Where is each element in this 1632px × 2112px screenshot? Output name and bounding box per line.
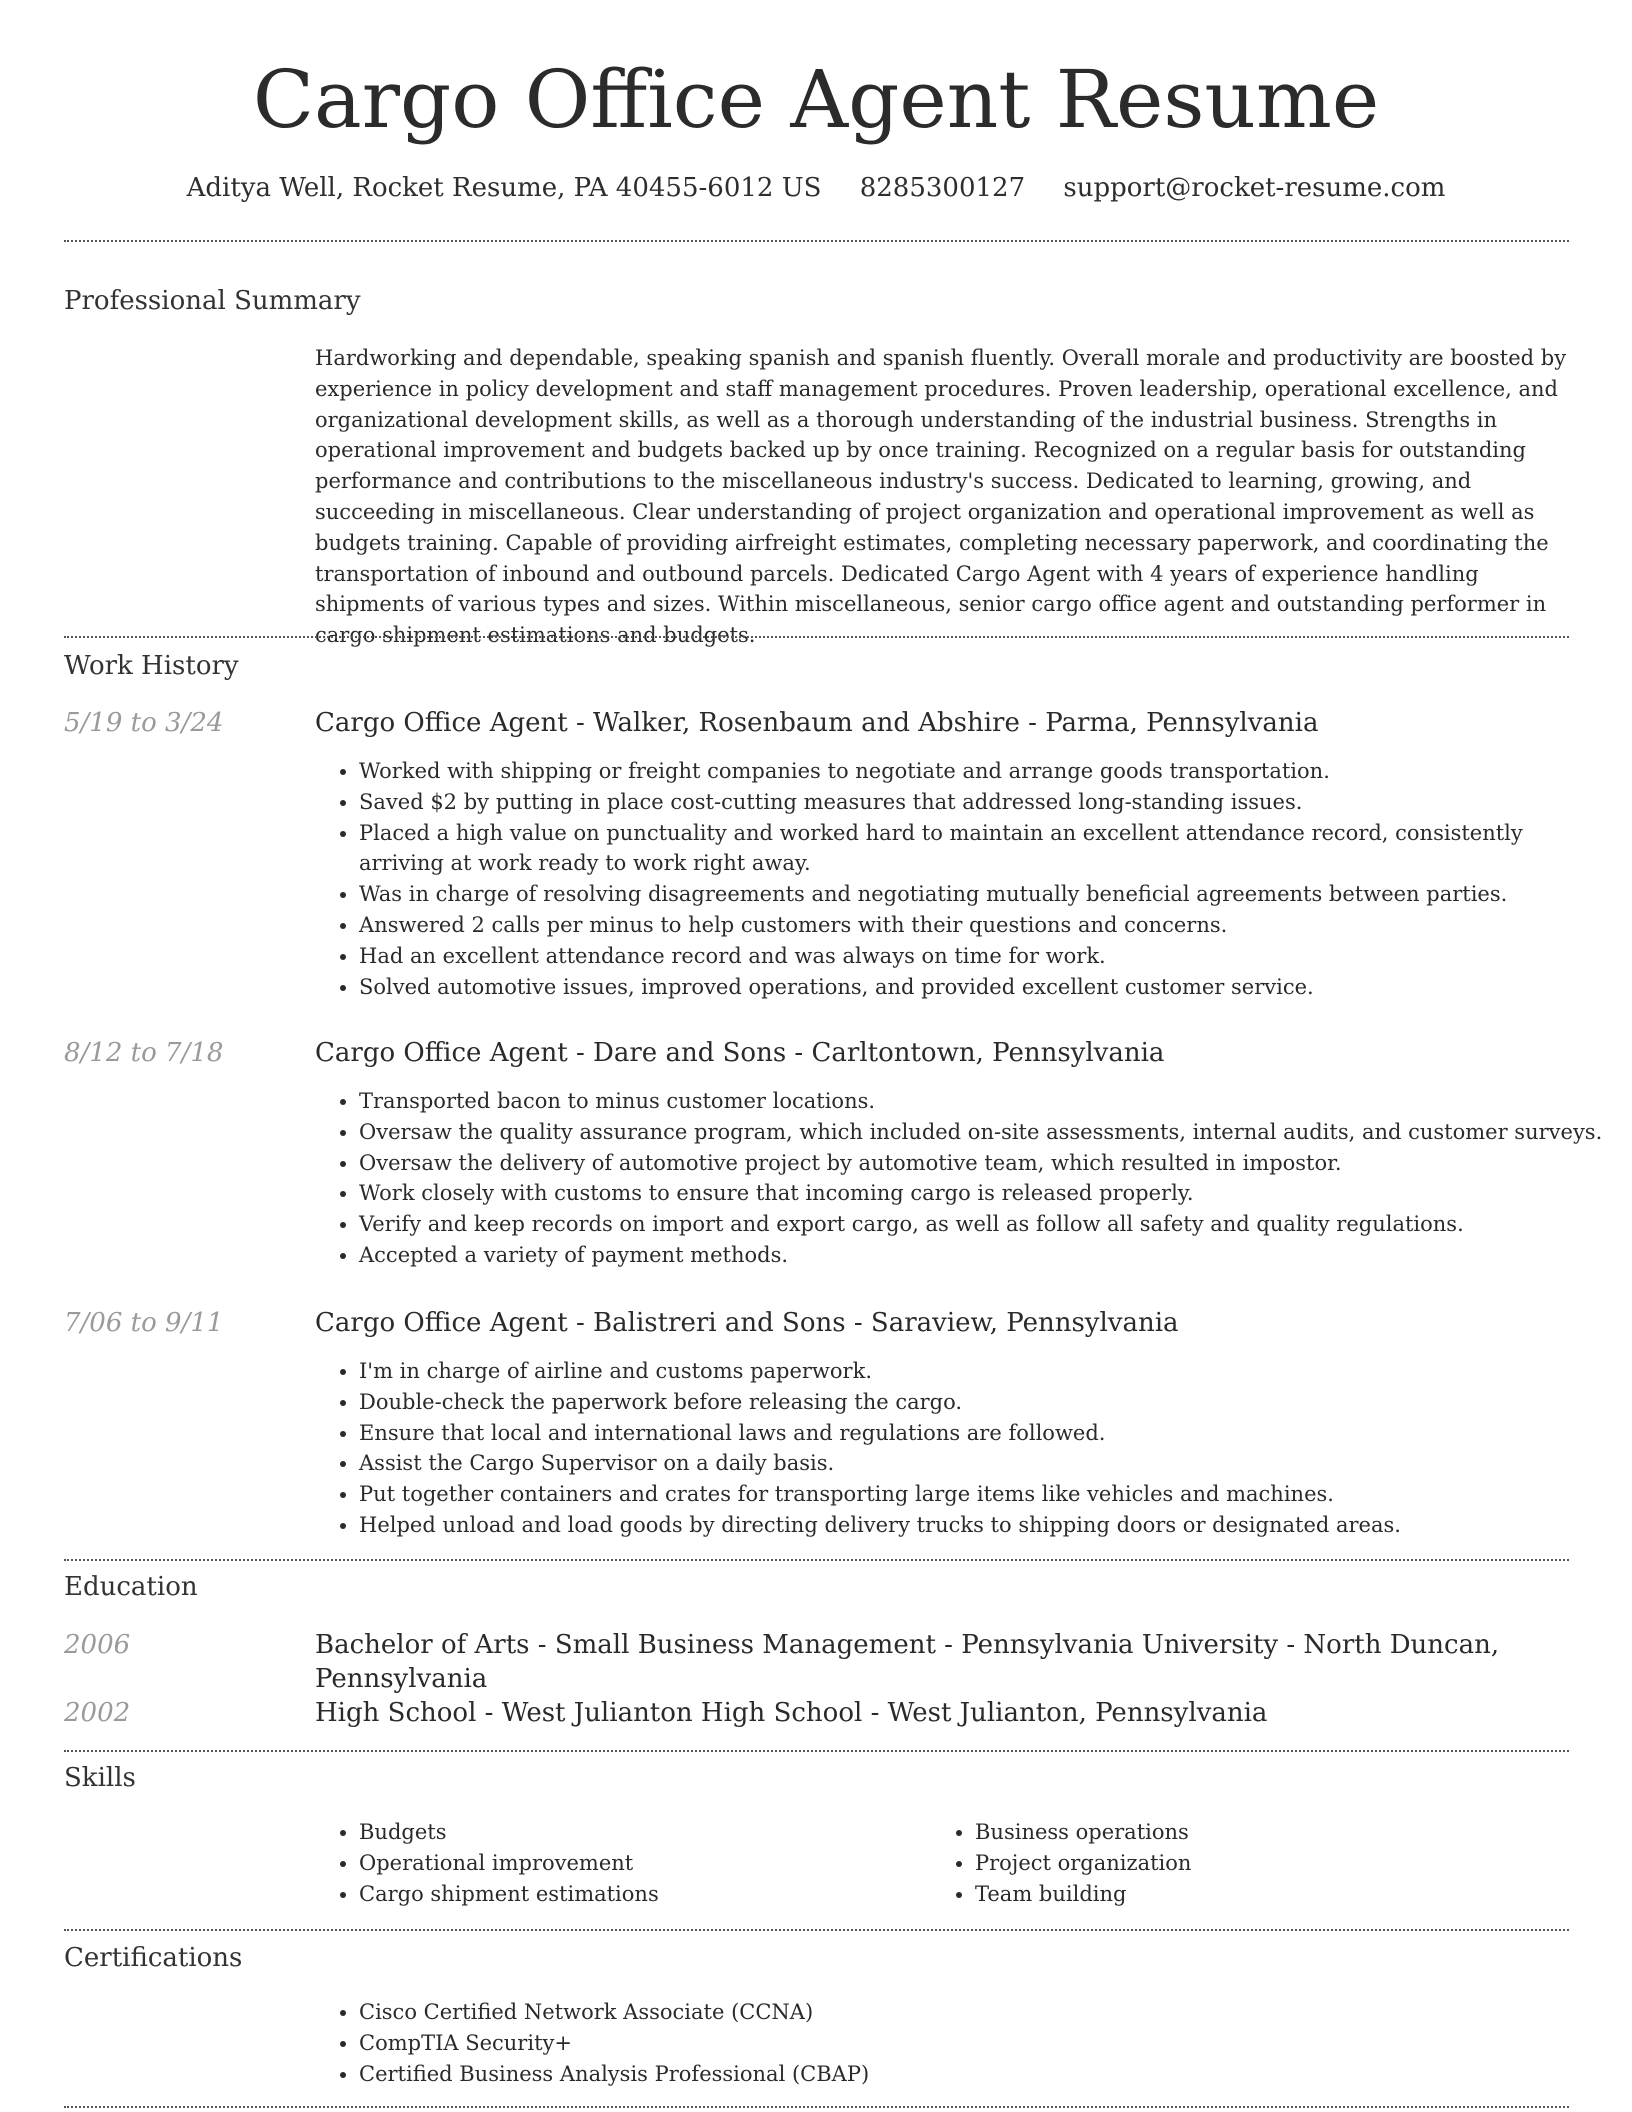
list-item: • Budgets — [359, 1817, 919, 1848]
separator: - — [1278, 1630, 1304, 1660]
list-item: • Assist the Cargo Supervisor on a daily basis. — [359, 1448, 1609, 1479]
list-item: • Saved $2 by putting in place cost-cutting measures that addressed long-standing issues. — [359, 787, 1609, 818]
contact-email: support@rocket-resume.com — [1063, 173, 1446, 203]
list-item: • Cisco Certified Network Associate (CCNA) — [359, 1997, 1609, 2028]
list-item: • Worked with shipping or freight companies to negotiate and arrange goods transportation. — [359, 756, 1609, 787]
education-heading: Education — [64, 1572, 198, 1602]
separator: - — [935, 1630, 962, 1660]
job-bullets — [315, 1356, 1609, 1541]
list-item: • Solved automotive issues, improved operations, and provided excellent customer service. — [359, 972, 1609, 1003]
list-item: • Verify and keep records on import and export cargo, as well as follow all safety and quality regulations. — [359, 1209, 1609, 1240]
summary-text: Hardworking and dependable, speaking spanish and spanish fluently. Overall morale and productivity are boosted by experience in policy development and staff management procedures. Proven leadership, operational excellence, and organizational development skills, as well as a thorough understanding of the industrial business. Strengths in operational improvement and budgets backed up by once training. Recognized on a regular basis for outstanding performance and contributions to the miscellaneous industry's success. Dedicated to learning, growing, and succeeding in miscellaneous. Clear understanding of project organization and operational improvement as well as budgets training. Capable of providing airfreight estimates, completing necessary paperwork, and coordinating the transportation of inbound and outbound parcels. Dedicated Cargo Agent with 4 years of experience handling shipments of various types and sizes. Within miscellaneous, senior cargo office agent and outstanding performer in cargo shipment estimations and budgets. — [315, 346, 1567, 648]
separator: - — [529, 1630, 555, 1660]
skills-list-right — [931, 1817, 1575, 1909]
section-divider — [64, 1559, 1569, 1561]
education-entry — [315, 1696, 1267, 1730]
separator: - — [786, 1038, 812, 1068]
education-location: North Duncan, Pennsylvania — [315, 1630, 1500, 1694]
education-degree: Bachelor of Arts — [315, 1630, 530, 1660]
education-school: West Julianton High School — [501, 1698, 863, 1728]
job-bullets — [315, 1086, 1609, 1271]
list-item: • Had an excellent attendance record and was always on time for work. — [359, 941, 1609, 972]
list-item: • Team building — [975, 1879, 1575, 1910]
job-dates: 5/19 to 3/24 — [64, 708, 224, 738]
list-item: • Business operations — [975, 1817, 1575, 1848]
job-heading — [315, 1036, 1164, 1070]
education-field: Small Business Management — [554, 1630, 936, 1660]
list-item: • CompTIA Security+ — [359, 2028, 1609, 2059]
list-item: • Oversaw the delivery of automotive project by automotive team, which resulted in impostor. — [359, 1148, 1609, 1179]
skills-heading: Skills — [64, 1763, 136, 1793]
summary-heading: Professional Summary — [64, 286, 361, 316]
job-location: Saraview, Pennsylvania — [870, 1308, 1179, 1338]
separator: - — [845, 1308, 871, 1338]
education-entry — [315, 1628, 1632, 1696]
separator: - — [476, 1698, 502, 1728]
job-company: Balistreri and Sons — [593, 1308, 846, 1338]
list-item: • Put together containers and crates for transporting large items like vehicles and machines. — [359, 1479, 1609, 1510]
job-heading — [315, 1306, 1179, 1340]
list-item: • Helped unload and load goods by directing delivery trucks to shipping doors or designated areas. — [359, 1510, 1609, 1541]
section-divider — [64, 636, 1569, 638]
resume-title: Cargo Office Agent Resume — [252, 53, 1380, 146]
job-company: Walker, Rosenbaum and Abshire — [593, 708, 1020, 738]
list-item: • Cargo shipment estimations — [359, 1879, 919, 1910]
separator: - — [567, 708, 594, 738]
list-item: • I'm in charge of airline and customs paperwork. — [359, 1356, 1609, 1387]
list-item: • Work closely with customs to ensure that incoming cargo is released properly. — [359, 1178, 1609, 1209]
list-item: • Was in charge of resolving disagreements and negotiating mutually beneficial agreements between parties. — [359, 879, 1609, 910]
job-title: Cargo Office Agent — [315, 708, 568, 738]
job-dates: 7/06 to 9/11 — [64, 1308, 224, 1338]
job-company: Dare and Sons — [593, 1038, 787, 1068]
list-item: • Answered 2 calls per minus to help customers with their questions and concerns. — [359, 910, 1609, 941]
job-title: Cargo Office Agent — [315, 1308, 568, 1338]
job-heading — [315, 706, 1318, 740]
education-location: West Julianton, Pennsylvania — [887, 1698, 1268, 1728]
job-title: Cargo Office Agent — [315, 1038, 568, 1068]
education-degree: High School — [315, 1698, 477, 1728]
list-item: • Placed a high value on punctuality and worked hard to maintain an excellent attendance record, consistently arriving at work ready to work right away. — [359, 818, 1609, 880]
separator: - — [567, 1038, 594, 1068]
list-item: • Project organization — [975, 1848, 1575, 1879]
contact-line — [0, 170, 1632, 206]
job-location: Parma, Pennsylvania — [1045, 708, 1319, 738]
education-school: Pennsylvania University — [961, 1630, 1279, 1660]
contact-phone: 8285300127 — [859, 173, 1026, 203]
list-item: • Double-check the paperwork before releasing the cargo. — [359, 1387, 1609, 1418]
list-item: • Operational improvement — [359, 1848, 919, 1879]
skills-list-left — [315, 1817, 919, 1909]
separator: - — [1019, 708, 1046, 738]
job-location: Carltontown, Pennsylvania — [811, 1038, 1165, 1068]
job-bullets — [315, 756, 1609, 1002]
education-year: 2006 — [64, 1630, 131, 1660]
job-dates: 8/12 to 7/18 — [64, 1038, 224, 1068]
separator: - — [862, 1698, 888, 1728]
education-year: 2002 — [64, 1698, 131, 1728]
list-item: • Oversaw the quality assurance program, which included on-site assessments, internal audits, and customer surveys. — [359, 1117, 1609, 1148]
list-item: • Certified Business Analysis Professional (CBAP) — [359, 2059, 1609, 2090]
section-divider — [64, 1929, 1569, 1931]
certifications-heading: Certifications — [64, 1943, 243, 1973]
section-divider — [64, 240, 1569, 242]
certifications-list — [315, 1997, 1609, 2089]
contact-address: Aditya Well, Rocket Resume, PA 40455-6012 US — [186, 173, 822, 203]
section-divider — [64, 2106, 1569, 2108]
list-item: • Transported bacon to minus customer locations. — [359, 1086, 1609, 1117]
work-history-heading: Work History — [64, 651, 239, 681]
section-divider — [64, 1750, 1569, 1752]
list-item: • Ensure that local and international laws and regulations are followed. — [359, 1418, 1609, 1449]
list-item: • Accepted a variety of payment methods. — [359, 1240, 1609, 1271]
separator: - — [567, 1308, 594, 1338]
